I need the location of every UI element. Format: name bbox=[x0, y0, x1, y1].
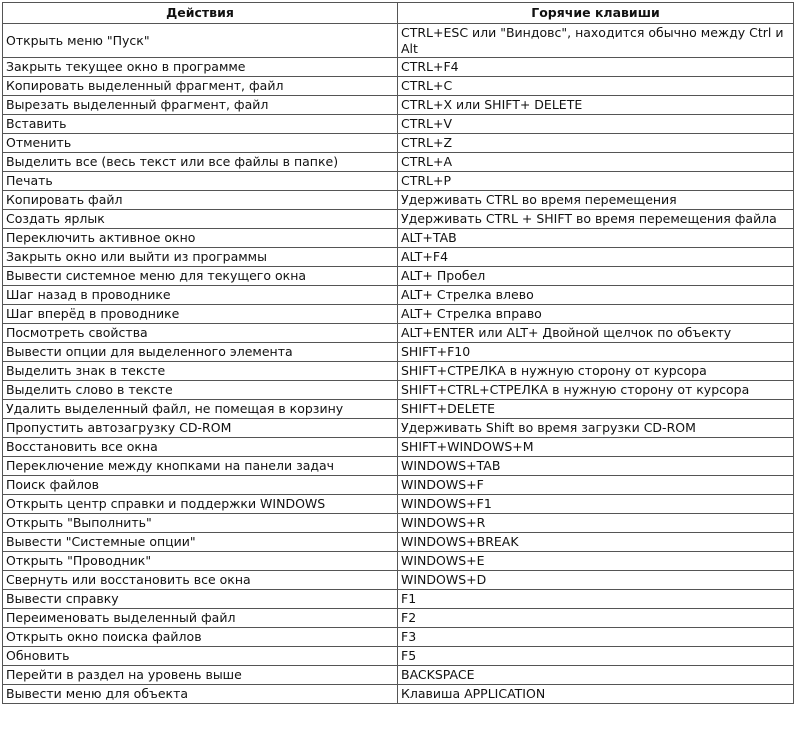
table-row bbox=[3, 210, 794, 229]
action-cell: Выделить знак в тексте bbox=[3, 362, 398, 381]
table-row bbox=[3, 96, 794, 115]
table-row bbox=[3, 400, 794, 419]
hotkey-cell: SHIFT+DELETE bbox=[398, 400, 794, 419]
hotkey-cell: Удерживать CTRL + SHIFT во время перемещения файла bbox=[398, 210, 794, 229]
table-row bbox=[3, 362, 794, 381]
hotkey-cell: WINDOWS+F1 bbox=[398, 495, 794, 514]
action-cell: Вырезать выделенный фрагмент, файл bbox=[3, 96, 398, 115]
table-row bbox=[3, 286, 794, 305]
table-row bbox=[3, 77, 794, 96]
action-cell: Открыть "Выполнить" bbox=[3, 514, 398, 533]
hotkey-cell: F1 bbox=[398, 590, 794, 609]
hotkey-cell: WINDOWS+TAB bbox=[398, 457, 794, 476]
hotkey-cell: F5 bbox=[398, 647, 794, 666]
hotkey-cell: ALT+ Пробел bbox=[398, 267, 794, 286]
table-row bbox=[3, 419, 794, 438]
action-cell: Копировать файл bbox=[3, 191, 398, 210]
action-cell: Удалить выделенный файл, не помещая в корзину bbox=[3, 400, 398, 419]
hotkey-cell: SHIFT+CTRL+СТРЕЛКА в нужную сторону от курсора bbox=[398, 381, 794, 400]
action-cell: Печать bbox=[3, 172, 398, 191]
column-header-actions: Действия bbox=[3, 3, 398, 24]
table-row bbox=[3, 229, 794, 248]
action-cell: Открыть окно поиска файлов bbox=[3, 628, 398, 647]
hotkey-cell: CTRL+V bbox=[398, 115, 794, 134]
table-row bbox=[3, 476, 794, 495]
table-row bbox=[3, 438, 794, 457]
hotkey-cell: ALT+TAB bbox=[398, 229, 794, 248]
hotkey-cell: CTRL+P bbox=[398, 172, 794, 191]
table-row bbox=[3, 58, 794, 77]
table-row bbox=[3, 305, 794, 324]
hotkey-cell: SHIFT+WINDOWS+M bbox=[398, 438, 794, 457]
table-row bbox=[3, 685, 794, 704]
table-row bbox=[3, 191, 794, 210]
hotkey-cell: Удерживать Shift во время загрузки CD-ROM bbox=[398, 419, 794, 438]
table-row bbox=[3, 324, 794, 343]
action-cell: Открыть "Проводник" bbox=[3, 552, 398, 571]
hotkey-cell: CTRL+ESC или "Виндовс", находится обычно между Ctrl и Alt bbox=[398, 24, 794, 58]
table-row bbox=[3, 552, 794, 571]
hotkey-cell: F3 bbox=[398, 628, 794, 647]
action-cell: Шаг вперёд в проводнике bbox=[3, 305, 398, 324]
hotkey-cell: Удерживать CTRL во время перемещения bbox=[398, 191, 794, 210]
table-row bbox=[3, 24, 794, 58]
action-cell: Вывести системное меню для текущего окна bbox=[3, 267, 398, 286]
action-cell: Переименовать выделенный файл bbox=[3, 609, 398, 628]
table-row bbox=[3, 381, 794, 400]
action-cell: Перейти в раздел на уровень выше bbox=[3, 666, 398, 685]
table-row bbox=[3, 343, 794, 362]
action-cell: Открыть центр справки и поддержки WINDOWS bbox=[3, 495, 398, 514]
action-cell: Вывести справку bbox=[3, 590, 398, 609]
action-cell: Выделить слово в тексте bbox=[3, 381, 398, 400]
table-row bbox=[3, 248, 794, 267]
table-row bbox=[3, 666, 794, 685]
table-row bbox=[3, 628, 794, 647]
table-row bbox=[3, 267, 794, 286]
action-cell: Шаг назад в проводнике bbox=[3, 286, 398, 305]
table-row bbox=[3, 647, 794, 666]
action-cell: Поиск файлов bbox=[3, 476, 398, 495]
hotkey-cell: ALT+ Стрелка вправо bbox=[398, 305, 794, 324]
hotkey-cell: WINDOWS+D bbox=[398, 571, 794, 590]
hotkey-cell: SHIFT+F10 bbox=[398, 343, 794, 362]
action-cell: Выделить все (весь текст или все файлы в папке) bbox=[3, 153, 398, 172]
hotkey-cell: WINDOWS+BREAK bbox=[398, 533, 794, 552]
action-cell: Посмотреть свойства bbox=[3, 324, 398, 343]
action-cell: Вывести "Системные опции" bbox=[3, 533, 398, 552]
column-header-hotkeys: Горячие клавиши bbox=[398, 3, 794, 24]
action-cell: Восстановить все окна bbox=[3, 438, 398, 457]
hotkey-cell: CTRL+A bbox=[398, 153, 794, 172]
action-cell: Вставить bbox=[3, 115, 398, 134]
hotkey-cell: ALT+F4 bbox=[398, 248, 794, 267]
hotkey-cell: BACKSPACE bbox=[398, 666, 794, 685]
action-cell: Обновить bbox=[3, 647, 398, 666]
table-row bbox=[3, 172, 794, 191]
hotkey-cell: CTRL+C bbox=[398, 77, 794, 96]
table-row bbox=[3, 590, 794, 609]
table-row bbox=[3, 134, 794, 153]
action-cell: Закрыть окно или выйти из программы bbox=[3, 248, 398, 267]
action-cell: Копировать выделенный фрагмент, файл bbox=[3, 77, 398, 96]
action-cell: Открыть меню "Пуск" bbox=[3, 24, 398, 58]
hotkey-cell: WINDOWS+F bbox=[398, 476, 794, 495]
action-cell: Переключение между кнопками на панели задач bbox=[3, 457, 398, 476]
hotkey-cell: ALT+ Стрелка влево bbox=[398, 286, 794, 305]
hotkey-cell: CTRL+Z bbox=[398, 134, 794, 153]
table-row bbox=[3, 533, 794, 552]
hotkey-cell: WINDOWS+E bbox=[398, 552, 794, 571]
table-row bbox=[3, 514, 794, 533]
table-header-row bbox=[3, 3, 794, 24]
hotkey-cell: Клавиша APPLICATION bbox=[398, 685, 794, 704]
action-cell: Отменить bbox=[3, 134, 398, 153]
action-cell: Переключить активное окно bbox=[3, 229, 398, 248]
hotkey-cell: WINDOWS+R bbox=[398, 514, 794, 533]
table-row bbox=[3, 457, 794, 476]
hotkey-cell: ALT+ENTER или ALT+ Двойной щелчок по объекту bbox=[398, 324, 794, 343]
action-cell: Закрыть текущее окно в программе bbox=[3, 58, 398, 77]
table-row bbox=[3, 609, 794, 628]
table-row bbox=[3, 153, 794, 172]
action-cell: Пропустить автозагрузку CD-ROM bbox=[3, 419, 398, 438]
table-row bbox=[3, 495, 794, 514]
action-cell: Вывести меню для объекта bbox=[3, 685, 398, 704]
hotkey-cell: F2 bbox=[398, 609, 794, 628]
action-cell: Свернуть или восстановить все окна bbox=[3, 571, 398, 590]
action-cell: Вывести опции для выделенного элемента bbox=[3, 343, 398, 362]
hotkey-cell: CTRL+X или SHIFT+ DELETE bbox=[398, 96, 794, 115]
hotkeys-table bbox=[2, 2, 794, 704]
hotkey-cell: CTRL+F4 bbox=[398, 58, 794, 77]
hotkey-cell: SHIFT+СТРЕЛКА в нужную сторону от курсора bbox=[398, 362, 794, 381]
table-row bbox=[3, 571, 794, 590]
table-body bbox=[3, 24, 794, 704]
table-row bbox=[3, 115, 794, 134]
action-cell: Создать ярлык bbox=[3, 210, 398, 229]
